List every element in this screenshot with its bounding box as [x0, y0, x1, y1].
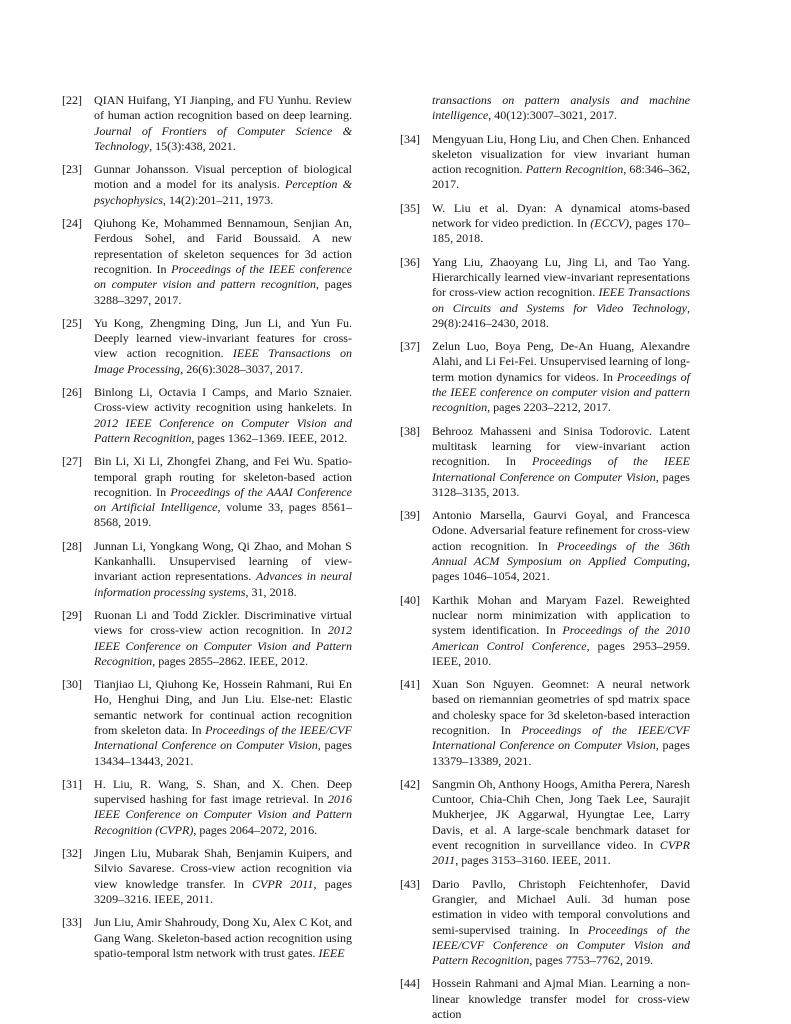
reference-body: [94, 316, 352, 377]
reference-text: Mengyuan Liu, Hong Liu, and Chen Chen. Enhanced skeleton visualization for view invariant human action recognition.: [432, 131, 690, 177]
reference-text: , 40(12):3007–3021, 2017.: [488, 108, 618, 123]
reference-body: [94, 915, 352, 961]
reference-number: [40]: [400, 592, 421, 607]
reference-entry: [400, 132, 690, 193]
reference-body: [432, 677, 690, 769]
reference-number: [25]: [62, 315, 83, 330]
reference-text: Yang Liu, Zhaoyang Lu, Jing Li, and Tao Yang. Hierarchically learned view-invariant representations for cross-view action recognition.: [432, 254, 690, 300]
reference-text: , pages 2064–2072, 2016.: [193, 822, 318, 837]
reference-venue: transactions on pattern analysis and machine intelligence: [432, 93, 690, 123]
reference-text: W. Liu et al. Dyan: A dynamical atoms-based network for video prediction. In: [432, 200, 690, 231]
reference-number: [31]: [62, 776, 83, 791]
reference-venue: CVPR 2011: [432, 838, 690, 868]
references-right-column: [400, 93, 690, 1022]
reference-body: [94, 454, 352, 530]
reference-text: , pages 3128–3135, 2013.: [432, 469, 690, 499]
reference-entry: [62, 162, 352, 208]
reference-entry: [62, 608, 352, 669]
reference-entry: [400, 424, 690, 500]
reference-number: [29]: [62, 607, 83, 622]
reference-venue: Proceedings of the IEEE conference on computer vision and pattern recognition: [94, 261, 353, 292]
reference-venue: Pattern Recognition: [525, 162, 624, 177]
reference-entry: [400, 677, 690, 769]
reference-venue: Perception & psychophysics: [94, 177, 352, 207]
reference-venue: IEEE Transactions on Circuits and Systems for Video Technology: [432, 285, 691, 315]
reference-entry: [400, 255, 690, 331]
reference-venue: Proceedings of the IEEE/CVF Conference on Computer Vision and Pattern Recognition: [432, 922, 690, 968]
reference-entry: [62, 846, 352, 907]
reference-body: [432, 255, 690, 331]
reference-entry: [62, 93, 352, 154]
reference-number: [26]: [62, 385, 83, 400]
reference-entry: [400, 508, 690, 584]
reference-text: Qiuhong Ke, Mohammed Bennamoun, Senjian An, Ferdous Sohel, and Farid Boussaid. A new representation of skeleton sequences for 3d action recognition. In: [94, 216, 352, 276]
reference-body: [432, 424, 690, 500]
reference-body: [432, 777, 690, 869]
reference-body: [94, 93, 352, 154]
reference-venue: 2012 IEEE Conference on Computer Vision and Pattern Recognition: [94, 623, 352, 668]
reference-venue: Proceedings of the IEEE International Conference on Computer Vision: [432, 454, 690, 484]
reference-text: Jun Liu, Amir Shahroudy, Dong Xu, Alex C Kot, and Gang Wang. Skeleton-based action recognition using spatio-temporal lstm network with trust gates.: [94, 915, 352, 960]
reference-body: [432, 976, 690, 1022]
reference-text: Binlong Li, Octavia I Camps, and Mario Sznaier. Cross-view activity recognition using hankelets. In: [94, 385, 352, 415]
reference-text: , 68:346–362, 2017.: [432, 162, 691, 192]
reference-text: Zelun Luo, Boya Peng, De-An Huang, Alexandre Alahi, and Li Fei-Fei. Unsupervised learning of long-term motion dynamics for videos. In: [432, 339, 690, 384]
reference-body: [432, 508, 690, 584]
reference-entry: [62, 539, 352, 600]
reference-text: Junnan Li, Yongkang Wong, Qi Zhao, and Mohan S Kankanhalli. Unsupervised learning of view-invariant action representations.: [94, 538, 352, 584]
reference-number: [39]: [400, 508, 421, 523]
reference-number: [44]: [400, 976, 421, 991]
reference-number: [38]: [400, 423, 421, 438]
reference-venue: 2012 IEEE Conference on Computer Vision and Pattern Recognition: [94, 415, 352, 445]
reference-body: [94, 777, 352, 838]
reference-text: Xuan Son Nguyen. Geomnet: A neural network based on riemannian geometries of spd matrix space and cholesky space for 3d skeleton-based interaction recognition. In: [432, 677, 690, 737]
reference-venue: Journal of Frontiers of Computer Science & Technology: [94, 123, 352, 153]
reference-number: [34]: [400, 131, 421, 146]
reference-text: , pages 1046–1054, 2021.: [432, 554, 690, 584]
reference-number: [30]: [62, 677, 83, 692]
reference-venue: Advances in neural information processing systems: [94, 569, 352, 599]
reference-body: [432, 132, 690, 193]
reference-body: [94, 608, 352, 669]
reference-venue: IEEE: [318, 945, 345, 960]
reference-text: H. Liu, R. Wang, S. Shan, and X. Chen. Deep supervised hashing for fast image retrieval. In: [94, 776, 352, 807]
reference-body: [432, 593, 690, 669]
reference-body: [94, 846, 352, 907]
reference-entry: [62, 385, 352, 446]
reference-text: , pages 3153–3160. IEEE, 2011.: [455, 853, 611, 868]
reference-text: Gunnar Johansson. Visual perception of biological motion and a model for its analysis.: [94, 162, 352, 192]
reference-entry: [400, 877, 690, 969]
reference-number: [22]: [62, 93, 83, 107]
reference-number: [42]: [400, 776, 421, 791]
reference-entry: [62, 777, 352, 838]
reference-entry: [62, 677, 352, 769]
reference-text: Dario Pavllo, Christoph Feichtenhofer, David Grangier, and Michael Auli. 3d human pose estimation in video with temporal convolutions and semi-supervised training. In: [432, 876, 690, 937]
reference-text: Karthik Mohan and Maryam Fazel. Reweighted nuclear norm minimization with application to system identification. In: [432, 592, 690, 638]
reference-text: Yu Kong, Zhengming Ding, Jun Li, and Yun Fu. Deeply learned view-invariant features for cross-view action recognition.: [94, 315, 352, 361]
reference-text: Jingen Liu, Mubarak Shah, Benjamin Kuipers, and Silvio Savarese. Cross-view action recognition via view knowledge transfer. In: [94, 846, 352, 891]
reference-text: , pages 2953–2959. IEEE, 2010.: [432, 638, 691, 668]
reference-text: Tianjiao Li, Qiuhong Ke, Hossein Rahmani, Rui En Ho, Henghui Ding, and Jun Liu. Else-net: Elastic semantic network for continual action recognition from skeleton data. In: [94, 677, 352, 737]
reference-body: [432, 339, 690, 415]
reference-venue: Proceedings of the 36th Annual ACM Symposium on Applied Computing: [432, 538, 690, 569]
reference-number: [23]: [62, 162, 83, 177]
reference-number: [37]: [400, 339, 421, 354]
reference-entry: [62, 454, 352, 530]
reference-number: [24]: [62, 216, 83, 231]
reference-body: [94, 539, 352, 600]
reference-number: [32]: [62, 846, 83, 861]
reference-venue: (ECCV): [590, 216, 630, 231]
reference-text: , pages 170–185, 2018.: [432, 216, 691, 246]
reference-entry: [400, 593, 690, 669]
reference-entry: [400, 777, 690, 869]
reference-number: [28]: [62, 538, 83, 553]
reference-text: , pages 3209–3216. IEEE, 2011.: [94, 876, 353, 906]
reference-venue: Proceedings of the IEEE/CVF International Conference on Computer Vision: [432, 722, 690, 753]
reference-venue: Proceedings of the IEEE/CVF International Conference on Computer Vision: [94, 722, 352, 753]
reference-text: , 31, 2018.: [245, 584, 297, 599]
reference-text: , volume 33, pages 8561–8568, 2019.: [94, 500, 352, 530]
reference-body: [432, 877, 690, 969]
reference-text: QIAN Huifang, YI Jianping, and FU Yunhu. Review of human action recognition based on deep learning.: [94, 93, 352, 123]
reference-number: [36]: [400, 254, 421, 269]
reference-text: , pages 7753–7762, 2019.: [529, 953, 654, 968]
reference-number: [41]: [400, 677, 421, 692]
reference-text: , pages 13434–13443, 2021.: [94, 738, 352, 768]
reference-venue: Proceedings of the AAAI Conference on Artificial Intelligence: [94, 484, 353, 515]
reference-text: , 15(3):438, 2021.: [149, 138, 236, 153]
references-left-column: [62, 93, 352, 961]
reference-33-continuation: [400, 93, 690, 124]
reference-number: [27]: [62, 454, 83, 469]
reference-number: [33]: [62, 915, 83, 930]
reference-text: Antonio Marsella, Gaurvi Goyal, and Francesca Odone. Adversarial feature refinement for cross-view action recognition. In: [432, 508, 690, 553]
reference-entry: [62, 915, 352, 961]
reference-text: , 26(6):3028–3037, 2017.: [180, 361, 304, 376]
reference-text: Hossein Rahmani and Ajmal Mian. Learning a non-linear knowledge transfer model for cross-view action: [432, 976, 690, 1022]
reference-text: , pages 2203–2212, 2017.: [487, 400, 611, 415]
reference-text: , pages 13379–13389, 2021.: [432, 738, 690, 768]
reference-venue: Proceedings of the IEEE conference on computer vision and pattern recognition: [432, 369, 691, 415]
reference-body: [94, 677, 352, 769]
reference-text: Behrooz Mahasseni and Sinisa Todorovic. Latent multitask learning for view-invariant action recognition. In: [432, 423, 690, 469]
reference-venue: CVPR 2011: [251, 876, 314, 891]
reference-entry: [400, 201, 690, 247]
reference-text: Ruonan Li and Todd Zickler. Discriminative virtual views for cross-view action recognition. In: [94, 607, 352, 638]
reference-number: [35]: [400, 200, 421, 215]
reference-venue: IEEE Transactions on Image Processing: [94, 346, 353, 376]
reference-text: , 29(8):2416–2430, 2018.: [432, 300, 690, 330]
reference-body: [94, 162, 352, 208]
reference-text: , pages 1362–1369. IEEE, 2012.: [191, 430, 348, 445]
reference-text: , pages 3288–3297, 2017.: [94, 277, 352, 307]
reference-entry: [400, 976, 690, 1022]
reference-body: [432, 201, 690, 247]
reference-text: , 14(2):201–211, 1973.: [162, 192, 274, 207]
reference-entry: [62, 216, 352, 308]
reference-entry: [62, 316, 352, 377]
reference-body: [94, 216, 352, 308]
reference-text: Sangmin Oh, Anthony Hoogs, Amitha Perera, Naresh Cuntoor, Chia-Chih Chen, Jong Taek Lee, Saurajit Mukherjee, JK Aggarwal, Hyungtae Lee, Larry Davis, et al. A large-scale benchmark dataset for event recognition in surveillance video. In: [432, 776, 690, 853]
reference-text: Bin Li, Xi Li, Zhongfei Zhang, and Fei Wu. Spatio-temporal graph routing for skeleton-based action recognition. In: [94, 454, 352, 499]
reference-entry: [400, 339, 690, 415]
reference-body: [94, 385, 352, 446]
reference-venue: 2016 IEEE Conference on Computer Vision and Pattern Recognition (CVPR): [94, 792, 352, 837]
reference-venue: Proceedings of the 2010 American Control Conference: [432, 623, 690, 653]
reference-text: , pages 2855–2862. IEEE, 2012.: [152, 653, 309, 668]
reference-number: [43]: [400, 876, 421, 891]
